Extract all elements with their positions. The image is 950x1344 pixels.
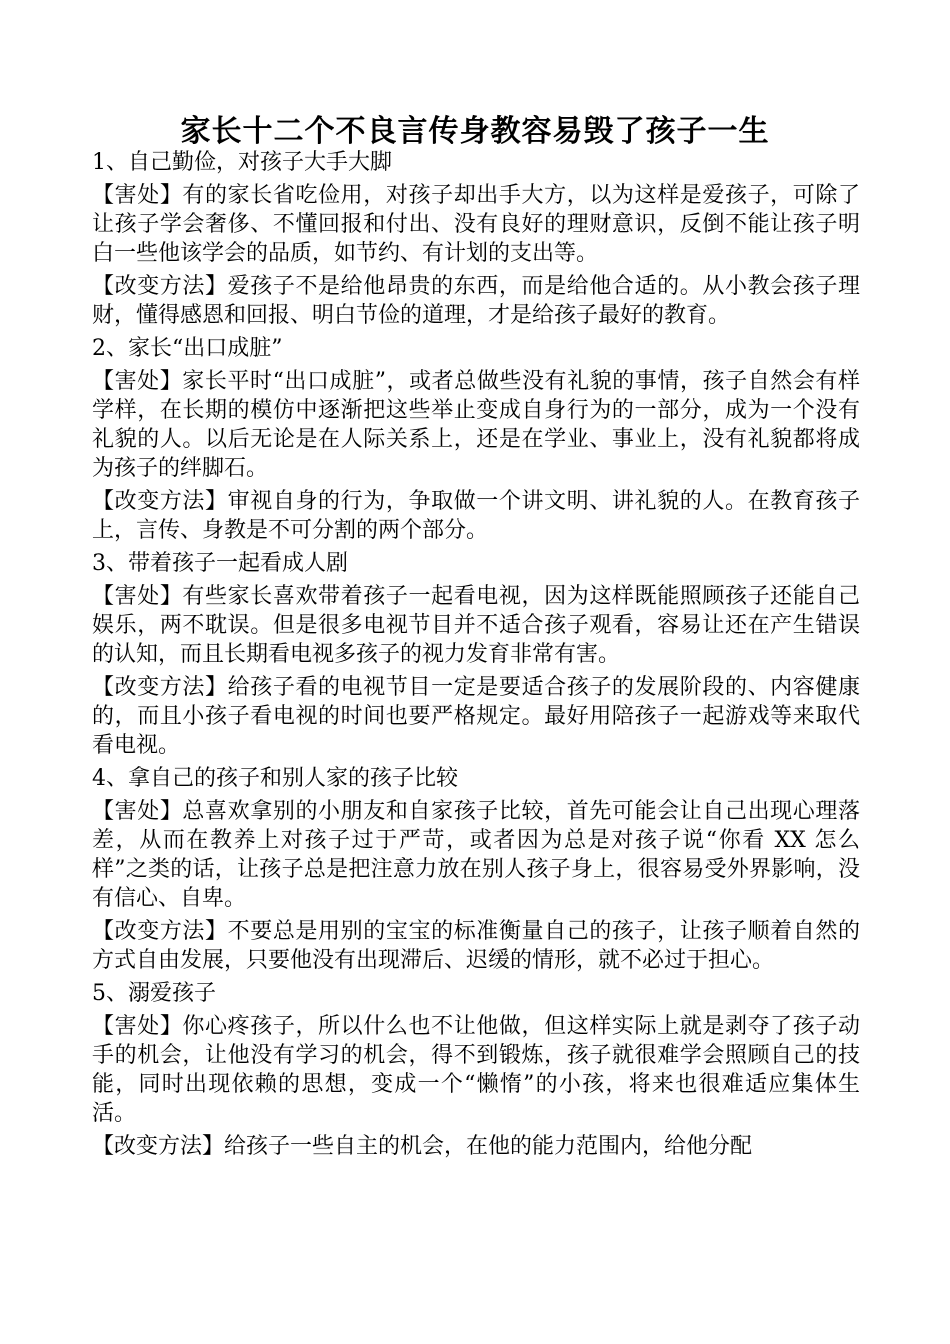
section [92,549,860,760]
fix-paragraph: 【改变方法】爱孩子不是给他昂贵的东西，而是给他合适的。从小教会孩子理财，懂得感恩和回报、明白节俭的道理，才是给孩子最好的教育。 [92,274,860,328]
harm-paragraph: 【害处】有些家长喜欢带着孩子一起看电视，因为这样既能照顾孩子还能自己娱乐，两不耽误。但是很多电视节目并不适合孩子观看，容易让还在产生错误的认知，而且长期看电视多孩子的视力发育非常有害。 [92,584,860,667]
fix-paragraph: 【改变方法】给孩子一些自主的机会，在他的能力范围内，给他分配 [92,1134,753,1159]
harm-paragraph: 【害处】家长平时“出口成脏”，或者总做些没有礼貌的事情，孩子自然会有样学样，在长期的模仿中逐渐把这些举止变成自身行为的一部分，成为一个没有礼貌的人。以后无论是在人际关系上，还是在学业、事业上，没有礼貌都将成为孩子的绊脚石。 [92,369,860,481]
fix-paragraph: 【改变方法】审视自身的行为，争取做一个讲文明、讲礼貌的人。在教育孩子上，言传、身教是不可分割的两个部分。 [92,489,860,543]
section [92,979,860,1161]
harm-paragraph: 【害处】总喜欢拿别的小朋友和自家孩子比较，首先可能会让自己出现心理落差，从而在教养上对孩子过于严苛，或者因为总是对孩子说“你看 XX 怎么样”之类的话，让孩子总是把注意力放在别人孩子身上，很容易受外界影响，没有信心、自卑。 [92,799,860,911]
fix-paragraph: 【改变方法】不要总是用别的宝宝的标准衡量自己的孩子，让孩子顺着自然的方式自由发展，只要他没有出现滞后、迟缓的情形，就不必过于担心。 [92,919,860,973]
harm-paragraph: 【害处】你心疼孩子，所以什么也不让他做，但这样实际上就是剥夺了孩子动手的机会，让他没有学习的机会，得不到锻炼，孩子就很难学会照顾自己的技能，同时出现依赖的思想，变成一个“懒惰”的小孩，将来也很难适应集体生活。 [92,1014,860,1126]
section-heading: 4、拿自己的孩子和别人家的孩子比较 [92,766,458,791]
section-heading: 1、自己勤俭，对孩子大手大脚 [92,150,392,175]
fix-paragraph: 【改变方法】给孩子看的电视节目一定是要适合孩子的发展阶段的、内容健康的，而且小孩子看电视的时间也要严格规定。最好用陪孩子一起游戏等来取代看电视。 [92,675,860,758]
section-heading: 2、家长“出口成脏” [92,336,283,361]
section [92,764,860,975]
harm-paragraph: 【害处】有的家长省吃俭用，对孩子却出手大方，以为这样是爱孩子，可除了让孩子学会奢侈、不懂回报和付出、没有良好的理财意识，反倒不能让孩子明白一些他该学会的品质，如节约、有计划的支出等。 [92,183,860,266]
section-heading: 3、带着孩子一起看成人剧 [92,551,348,576]
section-heading: 5、溺爱孩子 [92,981,216,1006]
document-body [92,148,860,1165]
section [92,334,860,545]
section [92,148,860,330]
document-title: 家长十二个不良言传身教容易毁了孩子一生 [180,114,770,149]
